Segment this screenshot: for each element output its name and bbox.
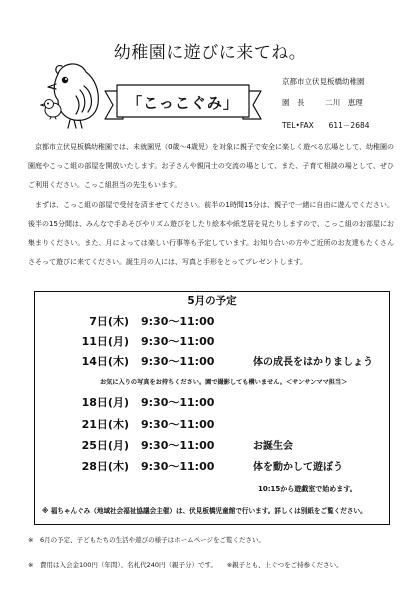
schedule-time: 9:30～11:00 xyxy=(141,439,215,452)
schedule-date: 21日(木) xyxy=(81,418,129,431)
tel-label: TEL•FAX xyxy=(282,121,314,130)
tel-line xyxy=(282,121,370,131)
schedule-row xyxy=(73,353,373,369)
schedule-date: 28日(木) xyxy=(81,460,129,473)
class-name-banner xyxy=(103,81,263,125)
schedule-event: お誕生会 xyxy=(253,441,293,452)
schedule-title: 5月の予定 xyxy=(187,295,237,307)
footnote-fees: ※ 費用は入会金100円（年間）、名札代240円（親子分）です。 ※親子とも、上ぐつをご持参ください。 xyxy=(28,561,343,569)
schedule-row xyxy=(73,313,253,329)
schedule-time: 9:30～11:00 xyxy=(141,460,215,473)
intro-text xyxy=(28,138,394,272)
schedule-row xyxy=(73,333,253,349)
schedule-row xyxy=(73,394,253,410)
schedule-date: 25日(月) xyxy=(81,439,129,452)
schedule-time: 9:30～11:00 xyxy=(141,335,215,348)
schedule-date: 18日(月) xyxy=(81,396,129,409)
director-label: 園 長 xyxy=(282,98,305,107)
class-name: 「こっこぐみ」 xyxy=(127,94,239,112)
schedule-time: 9:30～11:00 xyxy=(141,315,215,328)
chick-illustration xyxy=(40,96,64,120)
intro-paragraph-2: まずは、こっこ組の部屋で受付を済ませてください。前半の1時間15分は、親子で一緒に自由に遊んでください。後半の15分間は、みんなで手あそびやリズム遊びをしたり絵本や紙芝居を見たりしますので、こっこ組のお部屋にお集まりください。また、月によっては楽しい行事等も予定しています。お知り合いの方やご近所のお友達もたくさんさそって遊びに来てください。誕生月の人には、写真と手形をとってプレゼントします。 xyxy=(28,200,394,267)
tel-number: 611－2684 xyxy=(328,121,370,130)
schedule-date: 7日(木) xyxy=(89,315,129,328)
schedule-row xyxy=(73,458,343,474)
director-line xyxy=(282,98,363,108)
schedule-row xyxy=(73,416,253,432)
page-title: 幼稚園に遊びに来てね。 xyxy=(113,43,307,63)
school-name: 京都市立伏見板橋幼稚園 xyxy=(282,77,365,86)
intro-paragraph-1: 京都市立伏見板橋幼稚園では、未就園児（0歳～4歳児）を対象に親子で安全に楽しく遊べる広場として、幼稚園の園庭やこっこ組の部屋を開放いたします。お子さんや親同士の交流の場として、また、子育て相談の場として、ぜひご利用ください。こっこ組担当の先生もいます。 xyxy=(28,143,394,190)
footnote-homepage: ※ 6月の予定、子どもたちの生活や遊びの様子はホームページをご覧ください。 xyxy=(28,536,265,544)
schedule-event: 体の成長をはかりましょう xyxy=(253,357,373,368)
schedule-event: 体を動かして遊ぼう xyxy=(253,462,343,473)
schedule-note-photo: お気に入りの写真をお持ちください。園で撮影しても構いません。＜サンサンママ担当＞ xyxy=(100,379,348,386)
schedule-footer-note: ※ 福ちゃんぐみ（地域社会福祉協議会主催）は、伏見板橋児童館で行います。詳しくは別紙をご覧ください。 xyxy=(42,507,367,515)
schedule-date: 11日(月) xyxy=(81,335,129,348)
schedule-time: 9:30～11:00 xyxy=(141,396,215,409)
schedule-date: 14日(木) xyxy=(81,355,129,368)
schedule-row xyxy=(73,437,293,453)
schedule-time: 9:30～11:00 xyxy=(141,418,215,431)
director-name: 二川 恵理 xyxy=(325,98,363,107)
schedule-time: 9:30～11:00 xyxy=(141,355,215,368)
schedule-note-start: 10:15から遊戯室で始めます。 xyxy=(258,485,357,493)
